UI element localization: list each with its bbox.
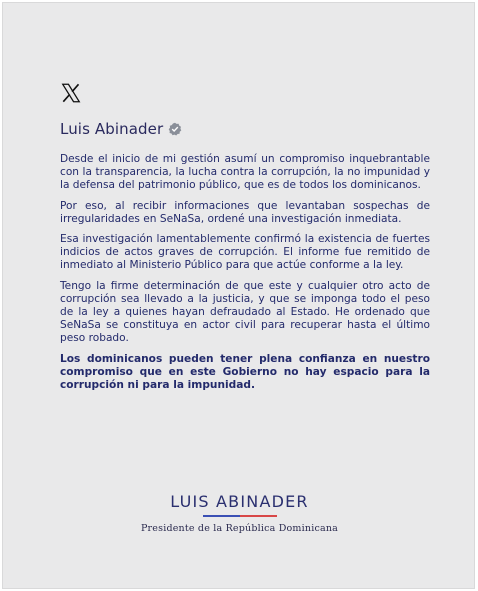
- post-card: [2, 2, 475, 589]
- author-name: Luis Abinader: [60, 120, 164, 138]
- post-body: [60, 153, 430, 399]
- signature-block: [3, 492, 476, 534]
- paragraph: Por eso, al recibir informaciones que levantaban sospechas de irregularidades en SeNaSa, ordené una investigación inmediata.: [60, 199, 430, 225]
- author-header: [60, 120, 182, 138]
- paragraph: Esa investigación lamentablemente confirmó la existencia de fuertes indicios de actos graves de corrupción. El informe fue remitido de inmediato al Ministerio Público para que actúe conforme a la ley.: [60, 233, 430, 272]
- signature-title: Presidente de la República Dominicana: [140, 523, 339, 534]
- paragraph: Desde el inicio de mi gestión asumí un compromiso inquebrantable con la transparencia, la lucha contra la corrupción, la no impunidad y la defensa del patrimonio público, que es de todos los dominicanos.: [60, 153, 430, 192]
- signature-name: LUIS ABINADER: [170, 492, 309, 511]
- x-logo-icon: [60, 82, 82, 104]
- verified-badge-icon: [168, 122, 182, 136]
- paragraph: Tengo la firme determinación de que este y cualquier otro acto de corrupción sea llevado a la justicia, y que se imponga todo el peso de la ley a quienes hayan defraudado al Estado. He ordenado que SeNaSa se constituya en actor civil para recuperar hasta el último peso robado.: [60, 279, 430, 345]
- signature-divider: [203, 515, 277, 517]
- closing-paragraph: Los dominicanos pueden tener plena confianza en nuestro compromiso que en este Gobierno no hay espacio para la corrupción ni para la impunidad.: [60, 352, 430, 392]
